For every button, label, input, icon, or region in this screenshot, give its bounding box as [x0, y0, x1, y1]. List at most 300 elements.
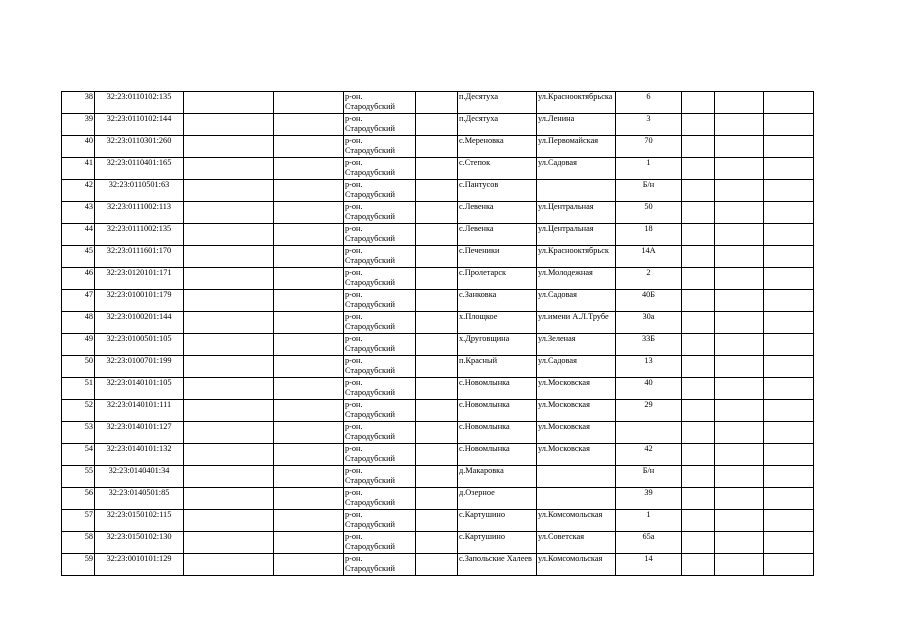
row-number-cell: 42 [62, 180, 95, 202]
region-name: Стародубский [345, 498, 395, 507]
empty-cell [416, 202, 458, 224]
empty-cell [184, 246, 274, 268]
row-number-cell: 43 [62, 202, 95, 224]
table-row [62, 400, 814, 422]
empty-cell [682, 400, 715, 422]
empty-cell [715, 312, 764, 334]
cadastral-number-cell: 32:23:0150102:115 [95, 510, 184, 532]
region-prefix: р-он. [345, 158, 363, 167]
region-prefix: р-он. [345, 334, 363, 343]
locality-cell: с.Степок [458, 158, 537, 180]
empty-cell [764, 268, 814, 290]
document-page [61, 91, 814, 576]
empty-cell [416, 422, 458, 444]
row-number-cell: 53 [62, 422, 95, 444]
row-number-cell: 54 [62, 444, 95, 466]
empty-cell [416, 180, 458, 202]
empty-cell [764, 92, 814, 114]
empty-cell [416, 532, 458, 554]
house-number-cell: 50 [616, 202, 682, 224]
empty-cell [416, 554, 458, 576]
empty-cell [416, 334, 458, 356]
row-number-cell: 38 [62, 92, 95, 114]
region-name: Стародубский [345, 564, 395, 573]
empty-cell [184, 136, 274, 158]
region-cell [344, 444, 416, 466]
locality-cell: с.Печеники [458, 246, 537, 268]
empty-cell [416, 400, 458, 422]
empty-cell [184, 356, 274, 378]
empty-cell [416, 136, 458, 158]
empty-cell [764, 136, 814, 158]
empty-cell [764, 290, 814, 312]
region-prefix: р-он. [345, 532, 363, 541]
region-name: Стародубский [345, 542, 395, 551]
house-number-cell: 30а [616, 312, 682, 334]
empty-cell [682, 114, 715, 136]
region-prefix: р-он. [345, 246, 363, 255]
row-number-cell: 40 [62, 136, 95, 158]
region-prefix: р-он. [345, 444, 363, 453]
street-cell [537, 466, 616, 488]
region-cell [344, 114, 416, 136]
empty-cell [416, 92, 458, 114]
region-name: Стародубский [345, 520, 395, 529]
empty-cell [184, 180, 274, 202]
empty-cell [682, 246, 715, 268]
locality-cell: с.Картушино [458, 532, 537, 554]
region-name: Стародубский [345, 124, 395, 133]
house-number-cell: 18 [616, 224, 682, 246]
region-prefix: р-он. [345, 114, 363, 123]
row-number-cell: 59 [62, 554, 95, 576]
street-cell: ул.Зеленая [537, 334, 616, 356]
region-cell [344, 466, 416, 488]
row-number-cell: 51 [62, 378, 95, 400]
empty-cell [682, 510, 715, 532]
region-prefix: р-он. [345, 136, 363, 145]
table-row [62, 92, 814, 114]
street-cell: ул.Садовая [537, 356, 616, 378]
street-cell [537, 488, 616, 510]
table-body [62, 92, 814, 576]
locality-cell: х.Площкое [458, 312, 537, 334]
empty-cell [274, 290, 344, 312]
street-cell: ул.Молодежная [537, 268, 616, 290]
house-number-cell: 42 [616, 444, 682, 466]
street-cell: ул.Центральная [537, 202, 616, 224]
empty-cell [184, 400, 274, 422]
empty-cell [715, 136, 764, 158]
table-row [62, 356, 814, 378]
empty-cell [715, 356, 764, 378]
empty-cell [715, 114, 764, 136]
empty-cell [682, 466, 715, 488]
locality-cell: с.Занковка [458, 290, 537, 312]
table-row [62, 334, 814, 356]
table-row [62, 554, 814, 576]
region-prefix: р-он. [345, 180, 363, 189]
row-number-cell: 50 [62, 356, 95, 378]
region-prefix: р-он. [345, 92, 363, 101]
empty-cell [274, 224, 344, 246]
empty-cell [274, 510, 344, 532]
row-number-cell: 57 [62, 510, 95, 532]
row-number-cell: 52 [62, 400, 95, 422]
empty-cell [764, 422, 814, 444]
street-cell: ул.Садовая [537, 158, 616, 180]
region-cell [344, 268, 416, 290]
empty-cell [274, 334, 344, 356]
region-cell [344, 488, 416, 510]
empty-cell [682, 136, 715, 158]
empty-cell [682, 532, 715, 554]
empty-cell [682, 92, 715, 114]
empty-cell [416, 356, 458, 378]
house-number-cell: 2 [616, 268, 682, 290]
empty-cell [682, 312, 715, 334]
cadastral-number-cell: 32:23:0111002:135 [95, 224, 184, 246]
empty-cell [416, 378, 458, 400]
region-name: Стародубский [345, 212, 395, 221]
table-row [62, 422, 814, 444]
street-cell: ул.Ленина [537, 114, 616, 136]
region-name: Стародубский [345, 234, 395, 243]
region-prefix: р-он. [345, 268, 363, 277]
house-number-cell: 1 [616, 510, 682, 532]
table-row [62, 532, 814, 554]
empty-cell [764, 488, 814, 510]
empty-cell [274, 554, 344, 576]
empty-cell [682, 422, 715, 444]
street-cell: ул.Краснооктябрьск [537, 246, 616, 268]
empty-cell [274, 378, 344, 400]
house-number-cell: 65а [616, 532, 682, 554]
locality-cell: с.Картушино [458, 510, 537, 532]
region-name: Стародубский [345, 146, 395, 155]
empty-cell [416, 466, 458, 488]
empty-cell [715, 202, 764, 224]
street-cell: ул.Московская [537, 422, 616, 444]
empty-cell [682, 268, 715, 290]
empty-cell [715, 180, 764, 202]
empty-cell [184, 158, 274, 180]
empty-cell [682, 378, 715, 400]
empty-cell [274, 532, 344, 554]
region-cell [344, 158, 416, 180]
locality-cell: с.Новомлынка [458, 400, 537, 422]
region-name: Стародубский [345, 388, 395, 397]
region-name: Стародубский [345, 366, 395, 375]
cadastral-number-cell: 32:23:0140401:34 [95, 466, 184, 488]
empty-cell [715, 532, 764, 554]
empty-cell [274, 246, 344, 268]
empty-cell [764, 246, 814, 268]
region-name: Стародубский [345, 168, 395, 177]
region-cell [344, 356, 416, 378]
region-prefix: р-он. [345, 224, 363, 233]
empty-cell [715, 290, 764, 312]
empty-cell [416, 268, 458, 290]
empty-cell [416, 246, 458, 268]
house-number-cell: 6 [616, 92, 682, 114]
empty-cell [416, 444, 458, 466]
cadastral-number-cell: 32:23:0111601:170 [95, 246, 184, 268]
locality-cell: с.Новомлынка [458, 444, 537, 466]
empty-cell [416, 488, 458, 510]
cadastral-number-cell: 32:23:0100201:144 [95, 312, 184, 334]
table-row [62, 290, 814, 312]
empty-cell [274, 466, 344, 488]
region-prefix: р-он. [345, 356, 363, 365]
house-number-cell: 1 [616, 158, 682, 180]
empty-cell [682, 290, 715, 312]
region-prefix: р-он. [345, 290, 363, 299]
empty-cell [715, 488, 764, 510]
region-name: Стародубский [345, 278, 395, 287]
region-prefix: р-он. [345, 510, 363, 519]
region-cell [344, 334, 416, 356]
empty-cell [274, 136, 344, 158]
region-cell [344, 510, 416, 532]
empty-cell [715, 400, 764, 422]
house-number-cell: 33Б [616, 334, 682, 356]
street-cell: ул.Центральная [537, 224, 616, 246]
empty-cell [416, 510, 458, 532]
row-number-cell: 49 [62, 334, 95, 356]
region-prefix: р-он. [345, 202, 363, 211]
empty-cell [274, 422, 344, 444]
locality-cell: п.Десятуха [458, 92, 537, 114]
empty-cell [764, 224, 814, 246]
house-number-cell: Б/н [616, 180, 682, 202]
empty-cell [764, 378, 814, 400]
table-row [62, 246, 814, 268]
empty-cell [184, 114, 274, 136]
empty-cell [764, 444, 814, 466]
table-row [62, 444, 814, 466]
table-row [62, 136, 814, 158]
street-cell [537, 180, 616, 202]
empty-cell [184, 378, 274, 400]
empty-cell [682, 554, 715, 576]
street-cell: ул.Комсомольская [537, 510, 616, 532]
locality-cell: п.Десятуха [458, 114, 537, 136]
region-cell [344, 400, 416, 422]
cadastral-number-cell: 32:23:0110401:165 [95, 158, 184, 180]
region-cell [344, 532, 416, 554]
empty-cell [184, 532, 274, 554]
empty-cell [184, 312, 274, 334]
house-number-cell: 40Б [616, 290, 682, 312]
street-cell: ул.Комсомольская [537, 554, 616, 576]
empty-cell [715, 158, 764, 180]
region-prefix: р-он. [345, 312, 363, 321]
table-row [62, 202, 814, 224]
region-cell [344, 312, 416, 334]
street-cell: ул.Московская [537, 378, 616, 400]
cadastral-number-cell: 32:23:0110301:260 [95, 136, 184, 158]
row-number-cell: 44 [62, 224, 95, 246]
locality-cell: с.Мереновка [458, 136, 537, 158]
empty-cell [715, 246, 764, 268]
row-number-cell: 56 [62, 488, 95, 510]
empty-cell [715, 510, 764, 532]
house-number-cell: Б/н [616, 466, 682, 488]
empty-cell [715, 378, 764, 400]
empty-cell [274, 202, 344, 224]
empty-cell [682, 180, 715, 202]
street-cell: ул.имени А.Л.Трубе [537, 312, 616, 334]
house-number-cell: 14 [616, 554, 682, 576]
street-cell: ул.Советская [537, 532, 616, 554]
table-row [62, 180, 814, 202]
cadastral-number-cell: 32:23:0100701:199 [95, 356, 184, 378]
locality-cell: с.Левенка [458, 202, 537, 224]
cadastral-number-cell: 32:23:0140501:85 [95, 488, 184, 510]
empty-cell [184, 422, 274, 444]
cadastral-number-cell: 32:23:0111002:113 [95, 202, 184, 224]
empty-cell [184, 290, 274, 312]
empty-cell [715, 268, 764, 290]
row-number-cell: 46 [62, 268, 95, 290]
row-number-cell: 55 [62, 466, 95, 488]
region-name: Стародубский [345, 102, 395, 111]
empty-cell [274, 180, 344, 202]
empty-cell [416, 114, 458, 136]
house-number-cell: 14А [616, 246, 682, 268]
table-row [62, 268, 814, 290]
empty-cell [764, 532, 814, 554]
empty-cell [715, 92, 764, 114]
cadastral-number-cell: 32:23:0010101:129 [95, 554, 184, 576]
empty-cell [274, 92, 344, 114]
region-name: Стародубский [345, 322, 395, 331]
empty-cell [682, 158, 715, 180]
empty-cell [184, 202, 274, 224]
cadastral-number-cell: 32:23:0110102:135 [95, 92, 184, 114]
empty-cell [764, 158, 814, 180]
table-row [62, 312, 814, 334]
empty-cell [715, 444, 764, 466]
empty-cell [764, 114, 814, 136]
empty-cell [274, 268, 344, 290]
row-number-cell: 41 [62, 158, 95, 180]
empty-cell [416, 158, 458, 180]
empty-cell [764, 466, 814, 488]
row-number-cell: 48 [62, 312, 95, 334]
region-name: Стародубский [345, 300, 395, 309]
house-number-cell [616, 422, 682, 444]
street-cell: ул.Садовая [537, 290, 616, 312]
empty-cell [764, 180, 814, 202]
empty-cell [184, 224, 274, 246]
empty-cell [274, 400, 344, 422]
empty-cell [715, 422, 764, 444]
region-cell [344, 290, 416, 312]
region-cell [344, 92, 416, 114]
locality-cell: с.Левенка [458, 224, 537, 246]
table-row [62, 158, 814, 180]
empty-cell [682, 334, 715, 356]
region-cell [344, 224, 416, 246]
region-cell [344, 554, 416, 576]
house-number-cell: 70 [616, 136, 682, 158]
empty-cell [184, 510, 274, 532]
empty-cell [682, 488, 715, 510]
house-number-cell: 29 [616, 400, 682, 422]
row-number-cell: 58 [62, 532, 95, 554]
region-cell [344, 246, 416, 268]
empty-cell [715, 334, 764, 356]
cadastral-number-cell: 32:23:0120101:171 [95, 268, 184, 290]
region-name: Стародубский [345, 410, 395, 419]
street-cell: ул.Краснооктябрьска [537, 92, 616, 114]
table-row [62, 488, 814, 510]
street-cell: ул.Первомайская [537, 136, 616, 158]
region-name: Стародубский [345, 476, 395, 485]
locality-cell: х.Друговщина [458, 334, 537, 356]
empty-cell [682, 444, 715, 466]
region-cell [344, 422, 416, 444]
street-cell: ул.Московская [537, 444, 616, 466]
empty-cell [184, 334, 274, 356]
locality-cell: с.Новомлынка [458, 378, 537, 400]
empty-cell [184, 444, 274, 466]
empty-cell [274, 356, 344, 378]
region-name: Стародубский [345, 190, 395, 199]
row-number-cell: 39 [62, 114, 95, 136]
empty-cell [274, 114, 344, 136]
region-name: Стародубский [345, 454, 395, 463]
house-number-cell: 3 [616, 114, 682, 136]
street-cell: ул.Московская [537, 400, 616, 422]
cadastral-number-cell: 32:23:0100101:179 [95, 290, 184, 312]
empty-cell [764, 510, 814, 532]
empty-cell [764, 334, 814, 356]
region-name: Стародубский [345, 432, 395, 441]
empty-cell [682, 202, 715, 224]
region-prefix: р-он. [345, 378, 363, 387]
empty-cell [184, 92, 274, 114]
locality-cell: д.Озерное [458, 488, 537, 510]
empty-cell [274, 158, 344, 180]
cadastral-number-cell: 32:23:0140101:127 [95, 422, 184, 444]
cadastral-number-cell: 32:23:0150102:130 [95, 532, 184, 554]
region-prefix: р-он. [345, 422, 363, 431]
region-prefix: р-он. [345, 466, 363, 475]
house-number-cell: 40 [616, 378, 682, 400]
region-prefix: р-он. [345, 554, 363, 563]
empty-cell [715, 224, 764, 246]
table-row [62, 114, 814, 136]
empty-cell [416, 290, 458, 312]
cadastral-number-cell: 32:23:0110102:144 [95, 114, 184, 136]
empty-cell [715, 554, 764, 576]
region-prefix: р-он. [345, 400, 363, 409]
cadastral-number-cell: 32:23:0140101:105 [95, 378, 184, 400]
empty-cell [715, 466, 764, 488]
locality-cell: с.Запольские Халеев [458, 554, 537, 576]
empty-cell [184, 268, 274, 290]
empty-cell [416, 312, 458, 334]
cadastral-number-cell: 32:23:0140101:132 [95, 444, 184, 466]
locality-cell: п.Красный [458, 356, 537, 378]
empty-cell [274, 444, 344, 466]
table-row [62, 224, 814, 246]
cadastral-number-cell: 32:23:0110501:63 [95, 180, 184, 202]
empty-cell [764, 400, 814, 422]
